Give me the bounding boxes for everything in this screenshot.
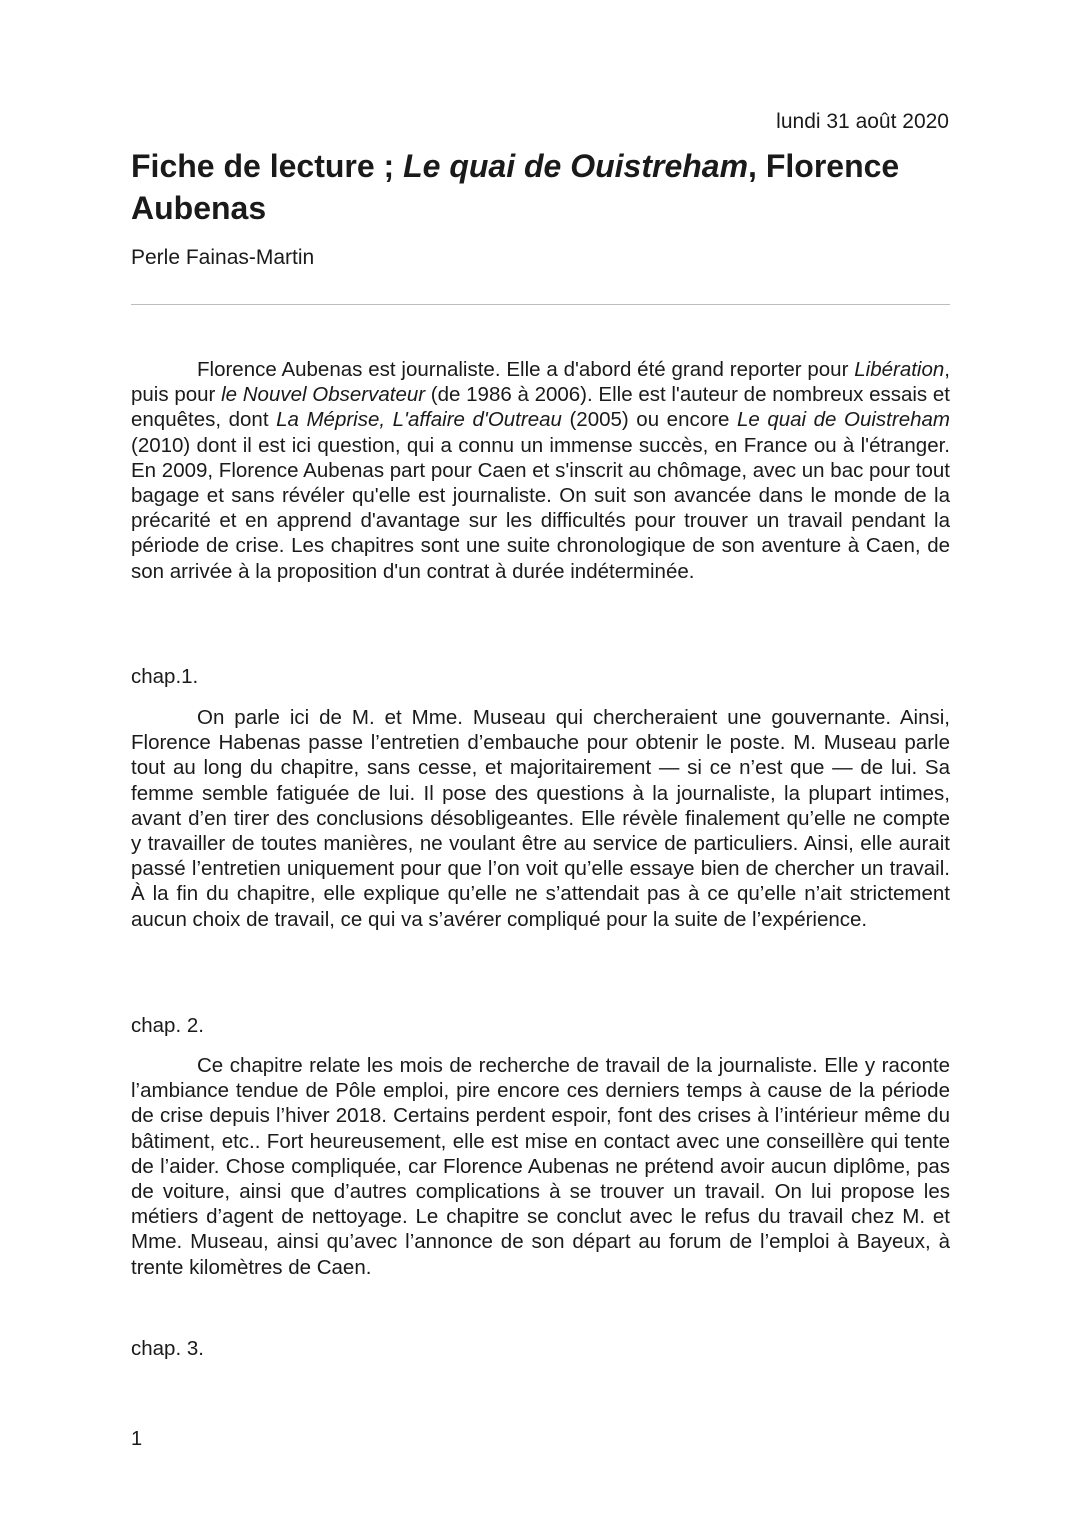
chapter-2-heading: chap. 2. [131, 1014, 204, 1037]
intro-text-4: (2005) ou encore [561, 408, 737, 432]
chapter-1-heading: chap.1. [131, 665, 199, 688]
document-date: lundi 31 août 2020 [776, 110, 949, 133]
intro-text-3: (de 1986 à 2006). Elle est l'auteur de nombreux essais et enquêtes, dont [131, 383, 950, 432]
header-divider [131, 304, 950, 305]
intro-text-1: Florence Aubenas est journaliste. Elle a d'abord été grand reporter pour [197, 358, 855, 381]
title-text-end: , Florence Aubenas [131, 148, 900, 226]
intro-italic-meprise: La Méprise, L'affaire d'Outreau [276, 408, 562, 432]
intro-paragraph [131, 357, 950, 584]
intro-italic-liberation: Libération [854, 358, 945, 381]
chapter-3-heading: chap. 3. [131, 1337, 204, 1360]
document-title [131, 145, 951, 229]
page-number: 1 [131, 1428, 143, 1450]
document-author: Perle Fainas-Martin [131, 246, 315, 269]
intro-text-2: , puis pour [131, 358, 950, 407]
chapter-1-text: On parle ici de M. et Mme. Museau qui chercheraient une gouvernante. Ainsi, Florence Habenas passe l’entretien d’embauche pour obtenir le poste. M. Museau parle tout au long du chapitre, sans cesse, et majoritairement — si ce n’est que — de lui. Sa femme semble fatiguée de lui. Il pose des questions à la journaliste, la plupart intimes, avant d’en tirer des conclusions désobligeantes. Elle révèle finalement qu’elle ne compte y travailler de toutes manières, ne voulant être au service de particuliers. Ainsi, elle aurait passé l’entretien uniquement pour que l’on voit qu’elle essaye bien de chercher un travail. À la fin du chapitre, elle explique qu’elle ne s’attendait pas à ce qu’elle n’ait strictement aucun choix de travail, ce qui va s’avérer compliqué pour la suite de l’expérience. [131, 706, 950, 931]
title-book-name: Le quai de Ouistreham [403, 148, 749, 184]
chapter-2-text: Ce chapitre relate les mois de recherche de travail de la journaliste. Elle y raconte l’ambiance tendue de Pôle emploi, pire encore ces derniers temps à cause de la période de crise depuis l’hiver 2018. Certains perdent espoir, font des crises à l’intérieur même du bâtiment, etc.. Fort heureusement, elle est mise en contact avec une conseillère qui tente de l’aider. Chose compliquée, car Florence Aubenas ne prétend avoir aucun diplôme, pas de voiture, ainsi que d’autres complications à se trouver un travail. On lui propose les métiers d’agent de nettoyage. Le chapitre se conclut avec le refus du travail chez M. et Mme. Museau, ainsi qu’avec l’annonce de son départ au forum de l’emploi à Bayeux, à trente kilomètres de Caen. [131, 1054, 950, 1279]
intro-text-5: (2010) dont il est ici question, qui a connu un immense succès, en France ou à l'étranger. En 2009, Florence Aubenas part pour Caen et s'inscrit au chômage, avec un bac pour tout bagage et sans révéler qu'elle est journaliste. On suit son avancée dans le monde de la précarité et en apprend d'avantage sur les difficultés pour trouver un travail pendant la période de crise. Les chapitres sont une suite chronologique de son aventure à Caen, de son arrivée à la proposition d'un contrat à durée indéterminée. [131, 433, 950, 583]
intro-italic-nouvel-obs: le Nouvel Observateur [221, 383, 426, 407]
intro-italic-quai: Le quai de Ouistreham [736, 408, 950, 432]
title-text-start: Fiche de lecture ; [131, 148, 404, 184]
